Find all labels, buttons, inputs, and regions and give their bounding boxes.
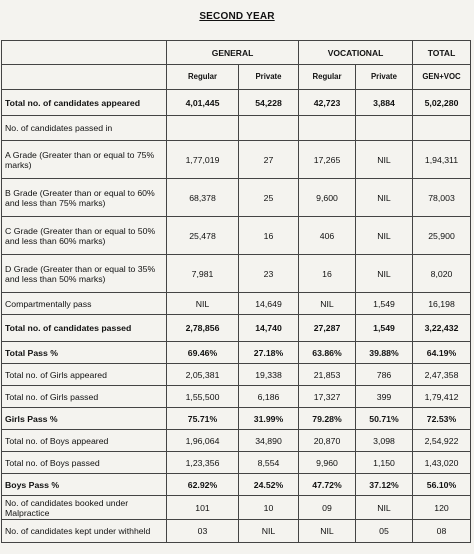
- table-row: [2, 116, 471, 141]
- header-general: GENERAL: [167, 41, 299, 65]
- table-cell: 101: [167, 496, 239, 520]
- table-row: [2, 364, 471, 386]
- table-cell: NIL: [239, 520, 299, 543]
- table-cell: 16: [239, 217, 299, 255]
- table-cell: 72.53%: [413, 408, 471, 430]
- table-cell: 786: [356, 364, 413, 386]
- row-label: Total no. of candidates appeared: [2, 90, 167, 116]
- row-label: No. of candidates booked under Malpractice: [2, 496, 167, 520]
- table-cell: 69.46%: [167, 342, 239, 364]
- header-general-regular: Regular: [167, 65, 239, 90]
- table-row: [2, 452, 471, 474]
- table-cell: 54,228: [239, 90, 299, 116]
- table-cell: 2,47,358: [413, 364, 471, 386]
- header-gen-voc: GEN+VOC: [413, 65, 471, 90]
- table-cell: 27.18%: [239, 342, 299, 364]
- table-cell: [239, 116, 299, 141]
- table-row: [2, 474, 471, 496]
- table-cell: 7,981: [167, 255, 239, 293]
- table-cell: 8,554: [239, 452, 299, 474]
- page-title: SECOND YEAR: [199, 11, 275, 22]
- table-cell: NIL: [356, 217, 413, 255]
- row-label: No. of candidates kept under withheld: [2, 520, 167, 543]
- table-cell: 50.71%: [356, 408, 413, 430]
- table-cell: 120: [413, 496, 471, 520]
- row-label: A Grade (Greater than or equal to 75% marks): [2, 141, 167, 179]
- row-label: D Grade (Greater than or equal to 35% and less than 50% marks): [2, 255, 167, 293]
- table-cell: 03: [167, 520, 239, 543]
- table-cell: 63.86%: [299, 342, 356, 364]
- row-label: Boys Pass %: [2, 474, 167, 496]
- row-label: Total no. of Boys passed: [2, 452, 167, 474]
- table-cell: NIL: [356, 179, 413, 217]
- table-cell: 34,890: [239, 430, 299, 452]
- table-cell: 05: [356, 520, 413, 543]
- table-row: [2, 255, 471, 293]
- row-label: Total Pass %: [2, 342, 167, 364]
- table-cell: 9,600: [299, 179, 356, 217]
- results-table: [1, 40, 471, 543]
- table-body: [2, 90, 471, 543]
- header-group-row: [2, 41, 471, 65]
- table-cell: NIL: [299, 293, 356, 315]
- row-label: Total no. of Boys appeared: [2, 430, 167, 452]
- table-cell: 3,884: [356, 90, 413, 116]
- table-row: [2, 386, 471, 408]
- table-cell: NIL: [356, 255, 413, 293]
- table-cell: 14,649: [239, 293, 299, 315]
- row-label: B Grade (Greater than or equal to 60% and less than 75% marks): [2, 179, 167, 217]
- table-cell: 27,287: [299, 315, 356, 342]
- header-vocational-regular: Regular: [299, 65, 356, 90]
- table-cell: 24.52%: [239, 474, 299, 496]
- table-cell: NIL: [356, 141, 413, 179]
- table-cell: 25,900: [413, 217, 471, 255]
- table-cell: 75.71%: [167, 408, 239, 430]
- table-cell: 8,020: [413, 255, 471, 293]
- table-cell: [167, 116, 239, 141]
- table-cell: 09: [299, 496, 356, 520]
- table-cell: 1,94,311: [413, 141, 471, 179]
- table-cell: 4,01,445: [167, 90, 239, 116]
- row-label: Total no. of Girls appeared: [2, 364, 167, 386]
- table-cell: NIL: [167, 293, 239, 315]
- table-cell: 31.99%: [239, 408, 299, 430]
- table-row: [2, 179, 471, 217]
- table-cell: 399: [356, 386, 413, 408]
- table-cell: 23: [239, 255, 299, 293]
- table-cell: 2,05,381: [167, 364, 239, 386]
- table-cell: 6,186: [239, 386, 299, 408]
- table-cell: [356, 116, 413, 141]
- table-cell: 16: [299, 255, 356, 293]
- table-cell: 1,150: [356, 452, 413, 474]
- table-row: [2, 217, 471, 255]
- table-cell: 25,478: [167, 217, 239, 255]
- header-sub-row: [2, 65, 471, 90]
- table-row: [2, 430, 471, 452]
- table-cell: NIL: [356, 496, 413, 520]
- table-cell: 62.92%: [167, 474, 239, 496]
- table-cell: 42,723: [299, 90, 356, 116]
- table-cell: 3,22,432: [413, 315, 471, 342]
- table-row: [2, 520, 471, 543]
- table-row: [2, 90, 471, 116]
- table-row: [2, 315, 471, 342]
- header-blank: [2, 65, 167, 90]
- table-cell: 1,549: [356, 293, 413, 315]
- table-cell: 9,960: [299, 452, 356, 474]
- row-label: Total no. of Girls passed: [2, 386, 167, 408]
- table-cell: 19,338: [239, 364, 299, 386]
- table-cell: 3,098: [356, 430, 413, 452]
- table-row: [2, 293, 471, 315]
- table-cell: NIL: [299, 520, 356, 543]
- table-cell: 37.12%: [356, 474, 413, 496]
- header-total: TOTAL: [413, 41, 471, 65]
- table-cell: 25: [239, 179, 299, 217]
- table-cell: 08: [413, 520, 471, 543]
- table-row: [2, 408, 471, 430]
- header-vocational-private: Private: [356, 65, 413, 90]
- table-row: [2, 496, 471, 520]
- table-cell: 2,78,856: [167, 315, 239, 342]
- table-cell: 406: [299, 217, 356, 255]
- table-cell: 17,327: [299, 386, 356, 408]
- table-cell: 1,96,064: [167, 430, 239, 452]
- table-cell: 79.28%: [299, 408, 356, 430]
- table-cell: 78,003: [413, 179, 471, 217]
- table-cell: 14,740: [239, 315, 299, 342]
- table-cell: 1,23,356: [167, 452, 239, 474]
- table-cell: 1,79,412: [413, 386, 471, 408]
- table-cell: 1,77,019: [167, 141, 239, 179]
- table-cell: 5,02,280: [413, 90, 471, 116]
- table-cell: [413, 116, 471, 141]
- table-cell: 47.72%: [299, 474, 356, 496]
- table-cell: 68,378: [167, 179, 239, 217]
- header-vocational: VOCATIONAL: [299, 41, 413, 65]
- table-cell: 56.10%: [413, 474, 471, 496]
- header-blank: [2, 41, 167, 65]
- table-cell: 27: [239, 141, 299, 179]
- table-cell: 1,43,020: [413, 452, 471, 474]
- row-label: C Grade (Greater than or equal to 50% and less than 60% marks): [2, 217, 167, 255]
- table-cell: 64.19%: [413, 342, 471, 364]
- row-label: Girls Pass %: [2, 408, 167, 430]
- row-label: No. of candidates passed in: [2, 116, 167, 141]
- table-cell: 39.88%: [356, 342, 413, 364]
- table-cell: 2,54,922: [413, 430, 471, 452]
- table-cell: 21,853: [299, 364, 356, 386]
- table-cell: 10: [239, 496, 299, 520]
- table-cell: 1,549: [356, 315, 413, 342]
- table-cell: 1,55,500: [167, 386, 239, 408]
- row-label: Compartmentally pass: [2, 293, 167, 315]
- table-cell: [299, 116, 356, 141]
- table-row: [2, 141, 471, 179]
- table-cell: 16,198: [413, 293, 471, 315]
- table-cell: 20,870: [299, 430, 356, 452]
- row-label: Total no. of candidates passed: [2, 315, 167, 342]
- table-row: [2, 342, 471, 364]
- header-general-private: Private: [239, 65, 299, 90]
- table-cell: 17,265: [299, 141, 356, 179]
